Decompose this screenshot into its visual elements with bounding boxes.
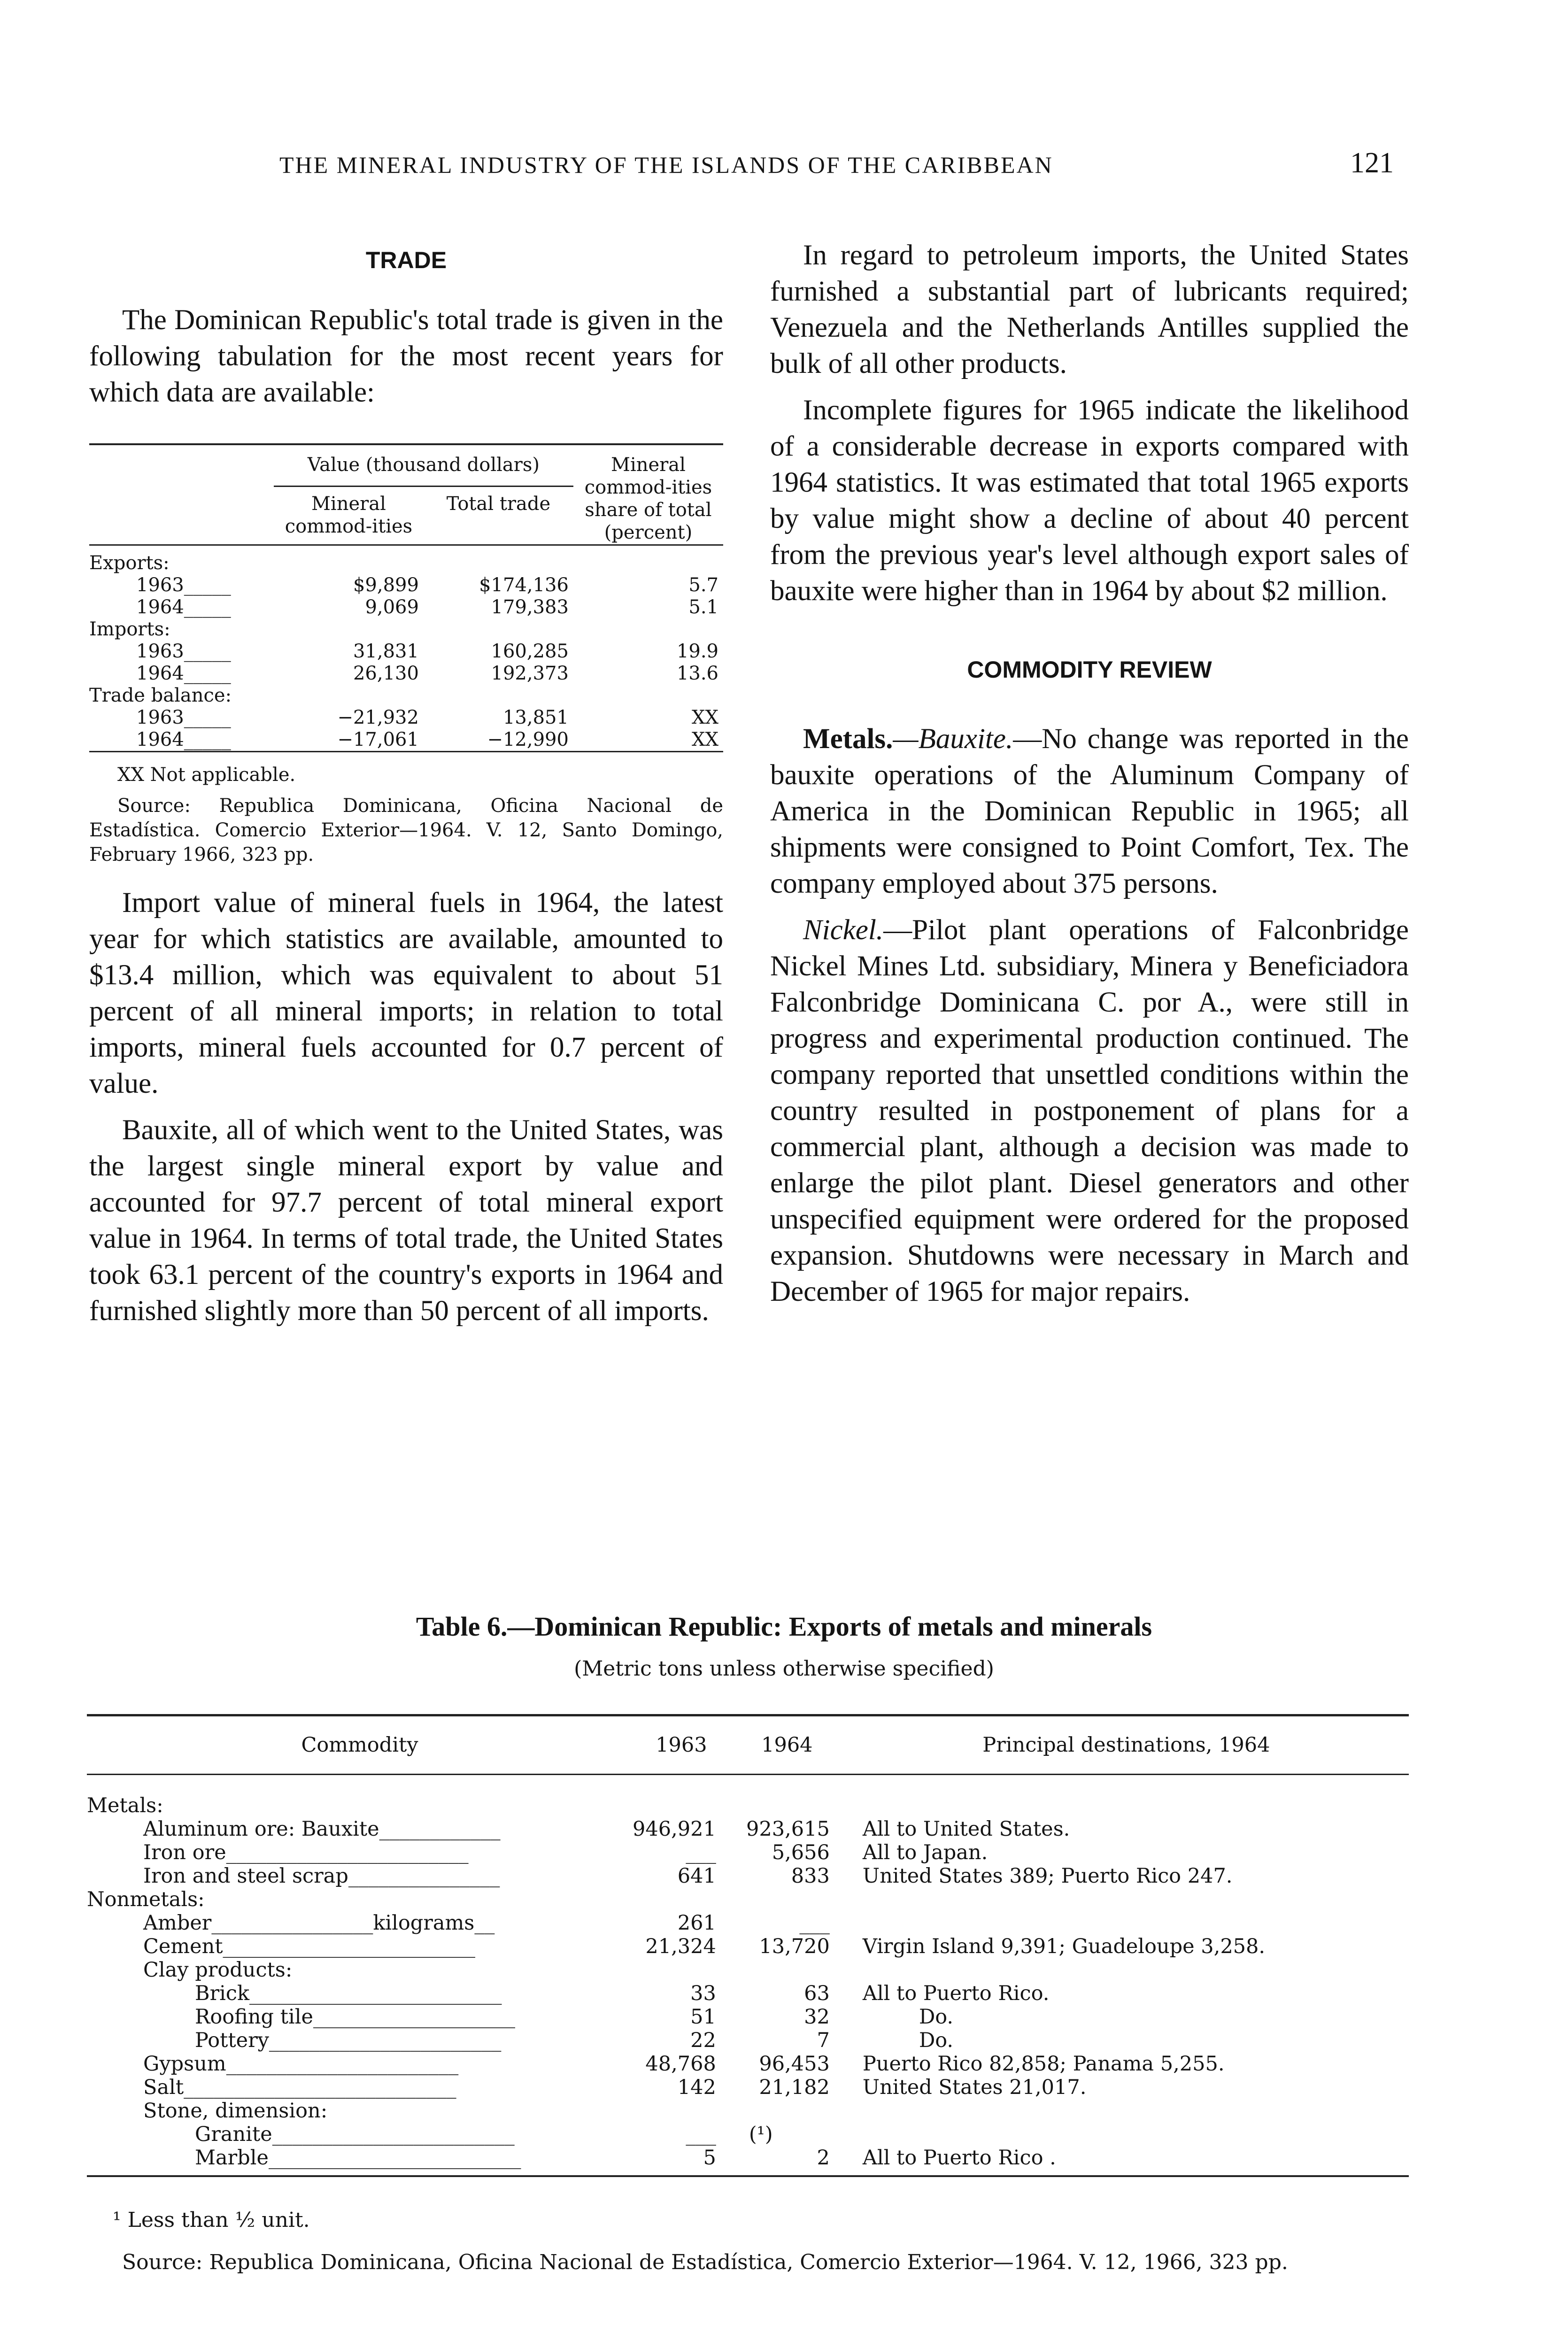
left-column	[89, 237, 723, 1339]
petroleum-imports-paragraph: In regard to petroleum imports, the United States furnished a substantial part of lubricants required; Venezuela and the Netherlands Antilles supplied the bulk of all other products.	[770, 239, 1409, 379]
not-applicable-note: XX Not applicable.	[117, 764, 296, 786]
table6-notes	[89, 2207, 1411, 2292]
metals-lead: Metals.	[803, 723, 893, 755]
trade-table	[89, 443, 723, 752]
section-title-commodity-review: COMMODITY REVIEW	[967, 657, 1212, 683]
col-commodity: Commodity	[87, 1715, 633, 1775]
trade-table-notes	[89, 763, 723, 867]
table-row: 1964_____ 9,069 179,383 5.1	[136, 596, 718, 618]
table-row: Iron ore________________________ ___ 5,656 All to Japan.	[143, 1841, 988, 1864]
table6-title: Table 6.—Dominican Republic: Exports of metals and minerals	[416, 1611, 1152, 1642]
exports-1965-paragraph: Incomplete figures for 1965 indicate the likelihood of a considerable decrease in exports compared with 1964 statistics. It was estimated that total 1965 exports by value might show a decline of about 40 percent from the previous year's level although export sales of bauxite were higher than in 1964 by about $2 million.	[770, 394, 1409, 607]
trade-intro-paragraph: The Dominican Republic's total trade is given in the following tabulation for the most recent years for which data are available:	[89, 304, 723, 408]
head-share: Mineral commod-ities share of total (percent)	[573, 444, 723, 545]
table-row: Exports:	[89, 552, 170, 574]
nickel-lead: Nickel.	[803, 914, 884, 946]
table-row: Metals:	[87, 1794, 163, 1817]
col-1964: 1964	[730, 1715, 844, 1775]
table-row: 1964_____ 26,130 192,373 13.6	[136, 663, 718, 684]
col-destinations: Principal destinations, 1964	[844, 1715, 1409, 1775]
head-total: Total trade	[446, 493, 551, 515]
table-row: Stone, dimension:	[143, 2099, 328, 2123]
table-row: 1963_____ $9,899 $174,136 5.7	[136, 574, 718, 596]
table-row: Granite________________________ ___ (¹)	[195, 2123, 773, 2146]
running-title: THE MINERAL INDUSTRY OF THE ISLANDS OF THE CARIBBEAN	[279, 152, 1053, 178]
table6-footnote: ¹ Less than ½ unit.	[113, 2208, 310, 2232]
table-row: Amber________________kilograms__ 261 ___	[143, 1911, 830, 1935]
col-1963: 1963	[633, 1715, 730, 1775]
table-row: Nonmetals:	[87, 1888, 205, 1911]
right-column	[770, 237, 1409, 1320]
table-row: Aluminum ore: Bauxite____________ 946,921 923,615 All to United States.	[143, 1817, 1070, 1841]
head-value: Value (thousand dollars)	[274, 444, 573, 486]
table-row: Iron and steel scrap_______________ 641 833 United States 389; Puerto Rico 247.	[143, 1864, 1233, 1888]
table6-source: Source: Republica Dominicana, Oficina Nacional de Estadística, Comercio Exterior—1964. V. 12, 1966, 323 pp.	[122, 2250, 1288, 2274]
table6-subtitle: (Metric tons unless otherwise specified)	[574, 1657, 994, 1681]
trade-table-header-row	[89, 444, 723, 486]
table-row: Marble_________________________ 5 2 All to Puerto Rico .	[87, 2146, 1409, 2176]
table-row: Clay products:	[143, 1958, 293, 1982]
table-row: Salt___________________________ 142 21,182 United States 21,017.	[143, 2076, 1087, 2099]
table-row: Imports:	[89, 618, 170, 640]
table-row: 1963_____ 31,831 160,285 19.9	[136, 641, 718, 662]
mineral-fuels-paragraph: Import value of mineral fuels in 1964, the latest year for which statistics are available, amounted to $13.4 million, which was equivalent to about 51 percent of all mineral imports; in relation to total imports, mineral fuels accounted for 0.7 percent of value.	[89, 887, 723, 1099]
table-row: 1963_____ −21,932 13,851 XX	[136, 707, 718, 728]
bauxite-text: —No change was reported in the bauxite operations of the Aluminum Company of America in the Dominican Republic in 1965; all shipments were consigned to Point Comfort, Tex. The company employed about 375 persons.	[770, 723, 1409, 899]
table-row: 1964_____ −17,061 −12,990 XX	[89, 729, 723, 752]
table-row: Trade balance:	[89, 685, 232, 706]
bauxite-export-paragraph: Bauxite, all of which went to the United States, was the largest single mineral export by value and accounted for 97.7 percent of total mineral export value in 1964. In terms of total trade, the United States took 63.1 percent of the country's exports in 1964 and furnished slightly more than 50 percent of all imports.	[89, 1114, 723, 1327]
nickel-paragraph	[770, 912, 1409, 1310]
bauxite-lead: —Bauxite.	[893, 723, 1013, 755]
table-row: Roofing tile____________________ 51 32 Do.	[195, 2005, 954, 2029]
section-title-trade: TRADE	[365, 247, 447, 273]
head-mineral: Mineral commod-ities	[285, 493, 413, 537]
page-number: 121	[1350, 147, 1394, 179]
table-row: Brick_________________________ 33 63 All to Puerto Rico.	[195, 1982, 1050, 2005]
trade-table-source: Source: Republica Dominicana, Oficina Nacional de Estadística. Comercio Exterior—1964. V. 12, Santo Domingo, February 1966, 323 pp.	[89, 795, 723, 865]
table-row: Cement_________________________ 21,324 13,720 Virgin Island 9,391; Guadeloupe 3,258.	[143, 1935, 1266, 1958]
exports-table	[87, 1714, 1409, 2177]
bauxite-paragraph	[770, 721, 1409, 902]
nickel-text: —Pilot plant operations of Falconbridge Nickel Mines Ltd. subsidiary, Minera y Beneficiadora Falconbridge Dominicana C. por A., were still in progress and experimental production continued. The company reported that unsettled conditions within the country resulted in postponement of plans for a commercial plant, although a decision was made to enlarge the pilot plant. Diesel generators and other unspecified equipment were ordered for the proposed expansion. Shutdowns were necessary in March and December of 1965 for major repairs.	[770, 914, 1409, 1307]
exports-table-header	[87, 1715, 1409, 1775]
table-row: Pottery_______________________ 22 7 Do.	[195, 2029, 954, 2052]
table-row: Gypsum_______________________ 48,768 96,453 Puerto Rico 82,858; Panama 5,255.	[143, 2052, 1225, 2076]
